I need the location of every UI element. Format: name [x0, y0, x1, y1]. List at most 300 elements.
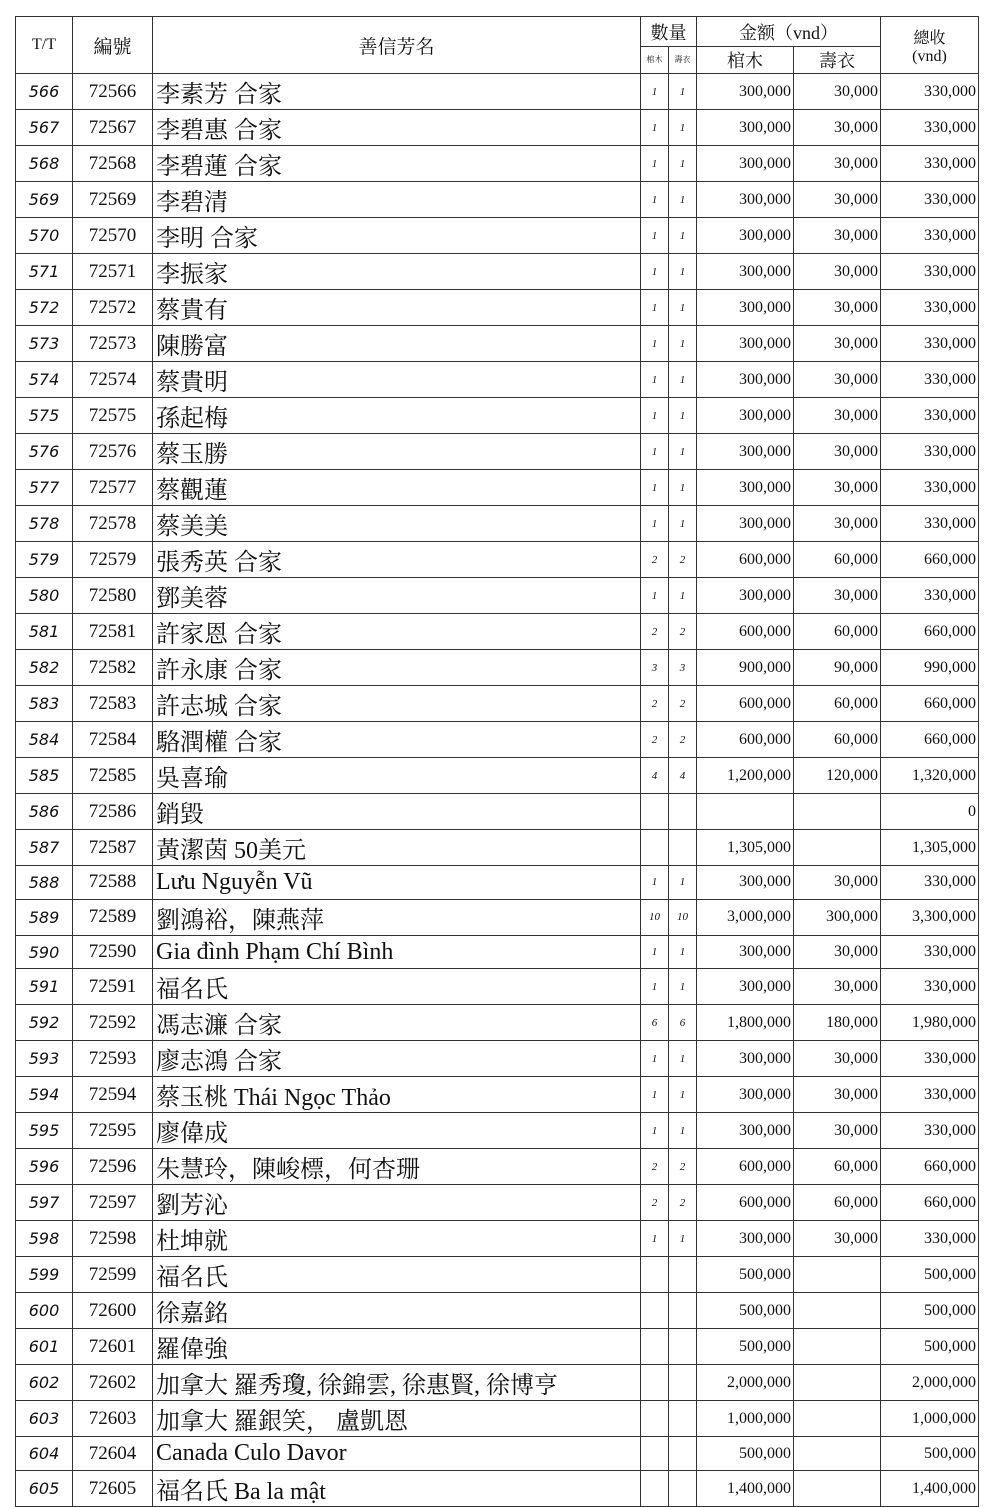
quantity-coffin: [641, 830, 669, 866]
amount-coffin: 600,000: [697, 542, 794, 578]
amount-shroud: [794, 1329, 881, 1365]
row-tt: 591: [16, 969, 73, 1005]
row-code: 72588: [73, 866, 153, 900]
row-code: 72603: [73, 1401, 153, 1437]
amount-coffin: 300,000: [697, 470, 794, 506]
quantity-shroud: [669, 1471, 697, 1507]
quantity-coffin: 1: [641, 398, 669, 434]
amount-coffin: 300,000: [697, 218, 794, 254]
row-code: 72598: [73, 1221, 153, 1257]
amount-shroud: [794, 1293, 881, 1329]
amount-shroud: 30,000: [794, 290, 881, 326]
quantity-coffin: 1: [641, 470, 669, 506]
row-tt: 593: [16, 1041, 73, 1077]
amount-coffin: 600,000: [697, 686, 794, 722]
amount-coffin: 300,000: [697, 506, 794, 542]
quantity-coffin: 1: [641, 1077, 669, 1113]
row-code: 72599: [73, 1257, 153, 1293]
row-code: 72589: [73, 899, 153, 935]
row-code: 72592: [73, 1005, 153, 1041]
header-quantity-shroud: 壽衣: [669, 47, 697, 74]
amount-shroud: 30,000: [794, 74, 881, 110]
row-tt: 579: [16, 542, 73, 578]
quantity-coffin: [641, 1257, 669, 1293]
row-tt: 570: [16, 218, 73, 254]
table-row: [16, 1293, 979, 1329]
quantity-coffin: [641, 1365, 669, 1401]
amount-coffin: 300,000: [697, 935, 794, 969]
row-tt: 581: [16, 614, 73, 650]
donor-name: 許永康 合家: [153, 650, 641, 686]
table-row: [16, 830, 979, 866]
quantity-coffin: 1: [641, 74, 669, 110]
quantity-coffin: 1: [641, 254, 669, 290]
row-code: 72581: [73, 614, 153, 650]
row-code: 72605: [73, 1471, 153, 1507]
row-tt: 586: [16, 794, 73, 830]
row-tt: 575: [16, 398, 73, 434]
table-row: [16, 899, 979, 935]
quantity-coffin: 1: [641, 290, 669, 326]
donor-name: 馮志濂 合家: [153, 1005, 641, 1041]
quantity-shroud: 1: [669, 1041, 697, 1077]
quantity-coffin: 4: [641, 758, 669, 794]
amount-shroud: 120,000: [794, 758, 881, 794]
donor-name: Canada Culo Davor: [153, 1437, 641, 1471]
amount-total: 500,000: [881, 1293, 979, 1329]
row-code: 72597: [73, 1185, 153, 1221]
table-body: [16, 74, 979, 1507]
table-row: [16, 218, 979, 254]
row-tt: 597: [16, 1185, 73, 1221]
row-tt: 583: [16, 686, 73, 722]
row-code: 72591: [73, 969, 153, 1005]
amount-total: 330,000: [881, 1221, 979, 1257]
quantity-shroud: 1: [669, 969, 697, 1005]
table-row: [16, 1257, 979, 1293]
amount-coffin: 300,000: [697, 398, 794, 434]
donor-name: 吳喜瑜: [153, 758, 641, 794]
quantity-shroud: 1: [669, 506, 697, 542]
amount-total: 660,000: [881, 1149, 979, 1185]
row-tt: 588: [16, 866, 73, 900]
donor-name: 福名氏 Ba la mật: [153, 1471, 641, 1507]
quantity-shroud: [669, 794, 697, 830]
table-row: [16, 74, 979, 110]
amount-total: 330,000: [881, 74, 979, 110]
quantity-coffin: [641, 1293, 669, 1329]
amount-shroud: 30,000: [794, 398, 881, 434]
row-tt: 567: [16, 110, 73, 146]
donor-name: 李振家: [153, 254, 641, 290]
quantity-coffin: 1: [641, 969, 669, 1005]
donor-name: 李碧惠 合家: [153, 110, 641, 146]
amount-shroud: 30,000: [794, 1077, 881, 1113]
row-tt: 600: [16, 1293, 73, 1329]
amount-coffin: 300,000: [697, 110, 794, 146]
amount-total: 660,000: [881, 542, 979, 578]
donor-name: 駱潤權 合家: [153, 722, 641, 758]
quantity-shroud: [669, 1437, 697, 1471]
row-tt: 573: [16, 326, 73, 362]
row-tt: 589: [16, 899, 73, 935]
amount-shroud: 30,000: [794, 866, 881, 900]
table-row: [16, 470, 979, 506]
amount-shroud: 60,000: [794, 542, 881, 578]
table-row: [16, 1437, 979, 1471]
amount-coffin: 300,000: [697, 969, 794, 1005]
amount-total: 330,000: [881, 1113, 979, 1149]
row-code: 72582: [73, 650, 153, 686]
table-row: [16, 1471, 979, 1507]
quantity-shroud: 2: [669, 614, 697, 650]
quantity-shroud: 2: [669, 1149, 697, 1185]
quantity-shroud: 1: [669, 110, 697, 146]
amount-shroud: 300,000: [794, 899, 881, 935]
header-name: 善信芳名: [153, 17, 641, 74]
amount-total: 330,000: [881, 218, 979, 254]
table-row: [16, 542, 979, 578]
row-code: 72593: [73, 1041, 153, 1077]
row-code: 72580: [73, 578, 153, 614]
amount-coffin: 900,000: [697, 650, 794, 686]
table-row: [16, 650, 979, 686]
quantity-shroud: 2: [669, 542, 697, 578]
donor-name: 徐嘉銘: [153, 1293, 641, 1329]
quantity-coffin: 2: [641, 722, 669, 758]
quantity-coffin: 2: [641, 686, 669, 722]
table-row: [16, 506, 979, 542]
quantity-coffin: 6: [641, 1005, 669, 1041]
donor-name: 加拿大 羅銀笑， 盧凱恩: [153, 1401, 641, 1437]
row-tt: 594: [16, 1077, 73, 1113]
amount-coffin: 1,400,000: [697, 1471, 794, 1507]
table-row: [16, 1113, 979, 1149]
amount-total: 330,000: [881, 182, 979, 218]
row-tt: 595: [16, 1113, 73, 1149]
amount-coffin: 1,305,000: [697, 830, 794, 866]
quantity-coffin: 1: [641, 182, 669, 218]
amount-total: 330,000: [881, 935, 979, 969]
donor-name: 蔡美美: [153, 506, 641, 542]
quantity-coffin: 1: [641, 326, 669, 362]
quantity-coffin: 2: [641, 614, 669, 650]
table-row: [16, 1221, 979, 1257]
row-tt: 587: [16, 830, 73, 866]
row-code: 72571: [73, 254, 153, 290]
amount-coffin: 1,000,000: [697, 1401, 794, 1437]
row-code: 72590: [73, 935, 153, 969]
quantity-shroud: [669, 1365, 697, 1401]
amount-coffin: 300,000: [697, 1113, 794, 1149]
amount-shroud: 30,000: [794, 1041, 881, 1077]
header-total-unit: (vnd): [912, 47, 947, 65]
row-tt: 571: [16, 254, 73, 290]
table-row: [16, 686, 979, 722]
table-row: [16, 722, 979, 758]
row-code: 72576: [73, 434, 153, 470]
donor-name: 鄧美蓉: [153, 578, 641, 614]
quantity-shroud: 1: [669, 254, 697, 290]
table-row: [16, 290, 979, 326]
table-row: [16, 1185, 979, 1221]
quantity-coffin: 1: [641, 146, 669, 182]
donor-name: 孫起梅: [153, 398, 641, 434]
donor-name: 蔡貴有: [153, 290, 641, 326]
table-row: [16, 110, 979, 146]
quantity-coffin: 10: [641, 899, 669, 935]
table-row: [16, 1149, 979, 1185]
amount-total: 3,300,000: [881, 899, 979, 935]
quantity-shroud: 1: [669, 290, 697, 326]
amount-coffin: 600,000: [697, 614, 794, 650]
header-amount-shroud: 壽衣: [794, 47, 881, 74]
amount-total: 330,000: [881, 146, 979, 182]
table-row: [16, 578, 979, 614]
amount-total: 660,000: [881, 722, 979, 758]
amount-shroud: 30,000: [794, 578, 881, 614]
amount-coffin: 600,000: [697, 1149, 794, 1185]
amount-total: 1,000,000: [881, 1401, 979, 1437]
donor-name: 李素芳 合家: [153, 74, 641, 110]
quantity-coffin: [641, 1329, 669, 1365]
row-code: 72577: [73, 470, 153, 506]
donor-name: 許家恩 合家: [153, 614, 641, 650]
table-row: [16, 1005, 979, 1041]
amount-shroud: [794, 794, 881, 830]
table-row: [16, 969, 979, 1005]
amount-shroud: [794, 1257, 881, 1293]
quantity-shroud: 1: [669, 578, 697, 614]
donor-name: 蔡觀蓮: [153, 470, 641, 506]
header-quantity-coffin: 棺木: [641, 47, 669, 74]
row-code: 72572: [73, 290, 153, 326]
amount-total: 1,400,000: [881, 1471, 979, 1507]
quantity-shroud: [669, 1293, 697, 1329]
amount-total: 330,000: [881, 969, 979, 1005]
table-row: [16, 182, 979, 218]
row-code: 72587: [73, 830, 153, 866]
amount-total: 1,320,000: [881, 758, 979, 794]
row-code: 72575: [73, 398, 153, 434]
quantity-coffin: [641, 794, 669, 830]
amount-coffin: 300,000: [697, 866, 794, 900]
header-quantity: 數量: [641, 17, 697, 47]
row-tt: 605: [16, 1471, 73, 1507]
amount-total: 1,980,000: [881, 1005, 979, 1041]
quantity-coffin: 2: [641, 542, 669, 578]
row-tt: 577: [16, 470, 73, 506]
row-tt: 582: [16, 650, 73, 686]
header-total-label: 總收: [913, 29, 946, 47]
row-tt: 584: [16, 722, 73, 758]
row-code: 72604: [73, 1437, 153, 1471]
quantity-shroud: 1: [669, 398, 697, 434]
row-code: 72602: [73, 1365, 153, 1401]
quantity-coffin: [641, 1471, 669, 1507]
amount-coffin: 1,200,000: [697, 758, 794, 794]
quantity-coffin: 2: [641, 1185, 669, 1221]
quantity-coffin: 1: [641, 434, 669, 470]
table-row: [16, 758, 979, 794]
quantity-shroud: 1: [669, 146, 697, 182]
donor-name: 陳勝富: [153, 326, 641, 362]
amount-shroud: 30,000: [794, 470, 881, 506]
quantity-coffin: 1: [641, 578, 669, 614]
quantity-shroud: 1: [669, 362, 697, 398]
amount-shroud: 30,000: [794, 1113, 881, 1149]
quantity-coffin: [641, 1437, 669, 1471]
amount-coffin: 300,000: [697, 182, 794, 218]
quantity-shroud: 1: [669, 935, 697, 969]
amount-total: 330,000: [881, 254, 979, 290]
row-code: 72578: [73, 506, 153, 542]
amount-total: 330,000: [881, 290, 979, 326]
table-row: [16, 794, 979, 830]
donation-table: [15, 16, 979, 1507]
quantity-shroud: 1: [669, 434, 697, 470]
quantity-coffin: 1: [641, 110, 669, 146]
header-amount: 金额（vnd）: [697, 17, 881, 47]
quantity-shroud: 2: [669, 686, 697, 722]
row-code: 72583: [73, 686, 153, 722]
amount-shroud: 60,000: [794, 614, 881, 650]
amount-shroud: 30,000: [794, 182, 881, 218]
amount-shroud: 30,000: [794, 506, 881, 542]
row-code: 72579: [73, 542, 153, 578]
row-code: 72566: [73, 74, 153, 110]
row-tt: 604: [16, 1437, 73, 1471]
row-code: 72595: [73, 1113, 153, 1149]
amount-coffin: 300,000: [697, 434, 794, 470]
amount-total: 500,000: [881, 1437, 979, 1471]
donor-name: 加拿大 羅秀瓊, 徐錦雲, 徐惠賢, 徐博亨: [153, 1365, 641, 1401]
quantity-shroud: 1: [669, 218, 697, 254]
quantity-shroud: 1: [669, 1077, 697, 1113]
amount-total: 330,000: [881, 434, 979, 470]
amount-shroud: 30,000: [794, 362, 881, 398]
table-row: [16, 1365, 979, 1401]
header-amount-coffin: 棺木: [697, 47, 794, 74]
row-code: 72574: [73, 362, 153, 398]
amount-coffin: 300,000: [697, 1041, 794, 1077]
quantity-shroud: 2: [669, 1185, 697, 1221]
row-tt: 599: [16, 1257, 73, 1293]
quantity-shroud: [669, 1329, 697, 1365]
quantity-shroud: [669, 830, 697, 866]
amount-shroud: 30,000: [794, 935, 881, 969]
amount-coffin: 600,000: [697, 1185, 794, 1221]
row-tt: 598: [16, 1221, 73, 1257]
row-tt: 601: [16, 1329, 73, 1365]
quantity-coffin: 1: [641, 935, 669, 969]
quantity-coffin: 1: [641, 1041, 669, 1077]
amount-shroud: 30,000: [794, 254, 881, 290]
row-tt: 574: [16, 362, 73, 398]
table-row: [16, 254, 979, 290]
table-row: [16, 1401, 979, 1437]
quantity-coffin: 1: [641, 866, 669, 900]
amount-coffin: 300,000: [697, 254, 794, 290]
amount-total: 330,000: [881, 326, 979, 362]
amount-shroud: [794, 1401, 881, 1437]
quantity-shroud: 1: [669, 1113, 697, 1149]
quantity-shroud: 3: [669, 650, 697, 686]
amount-total: 660,000: [881, 686, 979, 722]
quantity-shroud: [669, 1257, 697, 1293]
table-row: [16, 434, 979, 470]
row-code: 72568: [73, 146, 153, 182]
row-tt: 569: [16, 182, 73, 218]
amount-coffin: 300,000: [697, 326, 794, 362]
row-code: 72596: [73, 1149, 153, 1185]
amount-coffin: 300,000: [697, 1077, 794, 1113]
amount-coffin: 300,000: [697, 362, 794, 398]
amount-shroud: 60,000: [794, 722, 881, 758]
amount-total: 330,000: [881, 866, 979, 900]
amount-coffin: 500,000: [697, 1257, 794, 1293]
amount-coffin: 300,000: [697, 74, 794, 110]
amount-total: 330,000: [881, 362, 979, 398]
row-tt: 592: [16, 1005, 73, 1041]
quantity-shroud: [669, 1401, 697, 1437]
amount-coffin: 600,000: [697, 722, 794, 758]
table-row: [16, 866, 979, 900]
amount-total: 660,000: [881, 614, 979, 650]
donor-name: 福名氏: [153, 969, 641, 1005]
amount-total: 330,000: [881, 398, 979, 434]
donor-name: 黃潔茵 50美元: [153, 830, 641, 866]
table-row: [16, 1329, 979, 1365]
quantity-coffin: 1: [641, 1113, 669, 1149]
donor-name: 羅偉強: [153, 1329, 641, 1365]
quantity-coffin: 3: [641, 650, 669, 686]
header-tt: T/T: [16, 17, 73, 74]
amount-shroud: 30,000: [794, 110, 881, 146]
amount-total: 500,000: [881, 1257, 979, 1293]
donor-name: 杜坤就: [153, 1221, 641, 1257]
donor-name: 劉芳沁: [153, 1185, 641, 1221]
row-code: 72594: [73, 1077, 153, 1113]
amount-total: 1,305,000: [881, 830, 979, 866]
donor-name: 銷毀: [153, 794, 641, 830]
amount-coffin: 2,000,000: [697, 1365, 794, 1401]
quantity-coffin: 1: [641, 218, 669, 254]
table-row: [16, 146, 979, 182]
donor-name: 李碧蓮 合家: [153, 146, 641, 182]
amount-shroud: 60,000: [794, 686, 881, 722]
amount-shroud: [794, 1471, 881, 1507]
table-row: [16, 614, 979, 650]
quantity-coffin: 1: [641, 1221, 669, 1257]
header-total: [881, 17, 979, 74]
donor-name: 李碧清: [153, 182, 641, 218]
amount-shroud: 30,000: [794, 218, 881, 254]
row-tt: 603: [16, 1401, 73, 1437]
amount-total: 500,000: [881, 1329, 979, 1365]
amount-coffin: 300,000: [697, 146, 794, 182]
amount-coffin: 3,000,000: [697, 899, 794, 935]
quantity-shroud: 2: [669, 722, 697, 758]
row-code: 72573: [73, 326, 153, 362]
row-tt: 566: [16, 74, 73, 110]
amount-shroud: 60,000: [794, 1185, 881, 1221]
row-tt: 576: [16, 434, 73, 470]
row-code: 72570: [73, 218, 153, 254]
amount-total: 330,000: [881, 1077, 979, 1113]
quantity-shroud: 1: [669, 866, 697, 900]
row-tt: 596: [16, 1149, 73, 1185]
